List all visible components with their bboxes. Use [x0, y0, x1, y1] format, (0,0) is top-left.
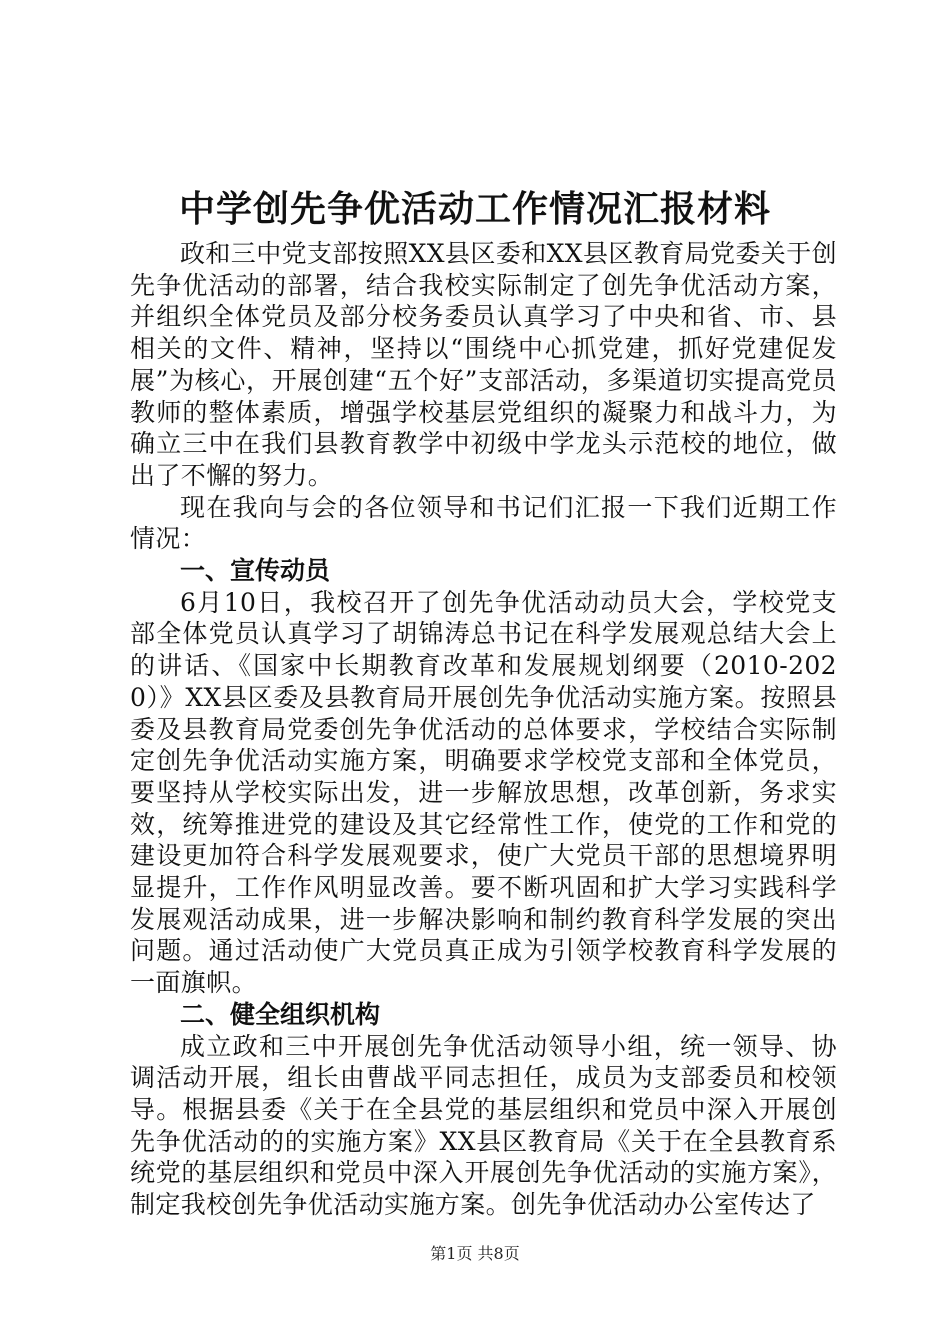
page-footer: 第1页 共8页 [430, 1244, 520, 1263]
document-body [130, 238, 837, 1221]
document-title: 中学创先争优活动工作情况汇报材料 [178, 189, 771, 230]
section-heading-publicity: 一、宣传动员 [180, 556, 331, 586]
section-paragraph-organization: 成立政和三中开展创先争优活动领导小组，统一领导、协调活动开展，组长由曹战平同志担任，成员为支部委员和校领导。根据县委《关于在全县党的基层组织和党员中深入开展创先争优活动的的实施方案》XX县区教育局《关于在全县教育系统党的基层组织和党员中深入开展创先争优活动的实施方案》，制定我校创先争优活动实施方案。创先争优活动办公室传达了 [130, 1031, 837, 1220]
section-heading-organization: 二、健全组织机构 [180, 999, 381, 1029]
section-paragraph-publicity: 6月10日，我校召开了创先争优活动动员大会，学校党支部全体党员认真学习了胡锦涛总书记在科学发展观总结大会上的讲话、《国家中长期教育改革和发展规划纲要（2010-2020）》XX县区委及县教育局开展创先争优活动实施方案。按照县委及县教育局党委创先争优活动的总体要求，学校结合实际制定创先争优活动实施方案，明确要求学校党支部和全体党员，要坚持从学校实际出发，进一步解放思想，改革创新，务求实效，统筹推进党的建设及其它经常性工作，使党的工作和党的建设更加符合科学发展观要求，使广大党员干部的思想境界明显提升，工作作风明显改善。要不断巩固和扩大学习实践科学发展观活动成果，进一步解决影响和制约教育科学发展的突出问题。通过活动使广大党员真正成为引领学校教育科学发展的一面旗帜。 [130, 587, 837, 998]
intro-paragraph: 政和三中党支部按照XX县区委和XX县区教育局党委关于创先争优活动的部署，结合我校实际制定了创先争优活动方案，并组织全体党员及部分校务委员认真学习了中央和省、市、县相关的文件、精神，坚持以“围绕中心抓党建，抓好党建促发展”为核心，开展创建“五个好”支部活动，多渠道切实提高党员教师的整体素质，增强学校基层党组织的凝聚力和战斗力，为确立三中在我们县教育教学中初级中学龙头示范校的地位，做出了不懈的努力。 [130, 239, 837, 490]
report-intro-paragraph: 现在我向与会的各位领导和书记们汇报一下我们近期工作情况： [130, 492, 837, 554]
